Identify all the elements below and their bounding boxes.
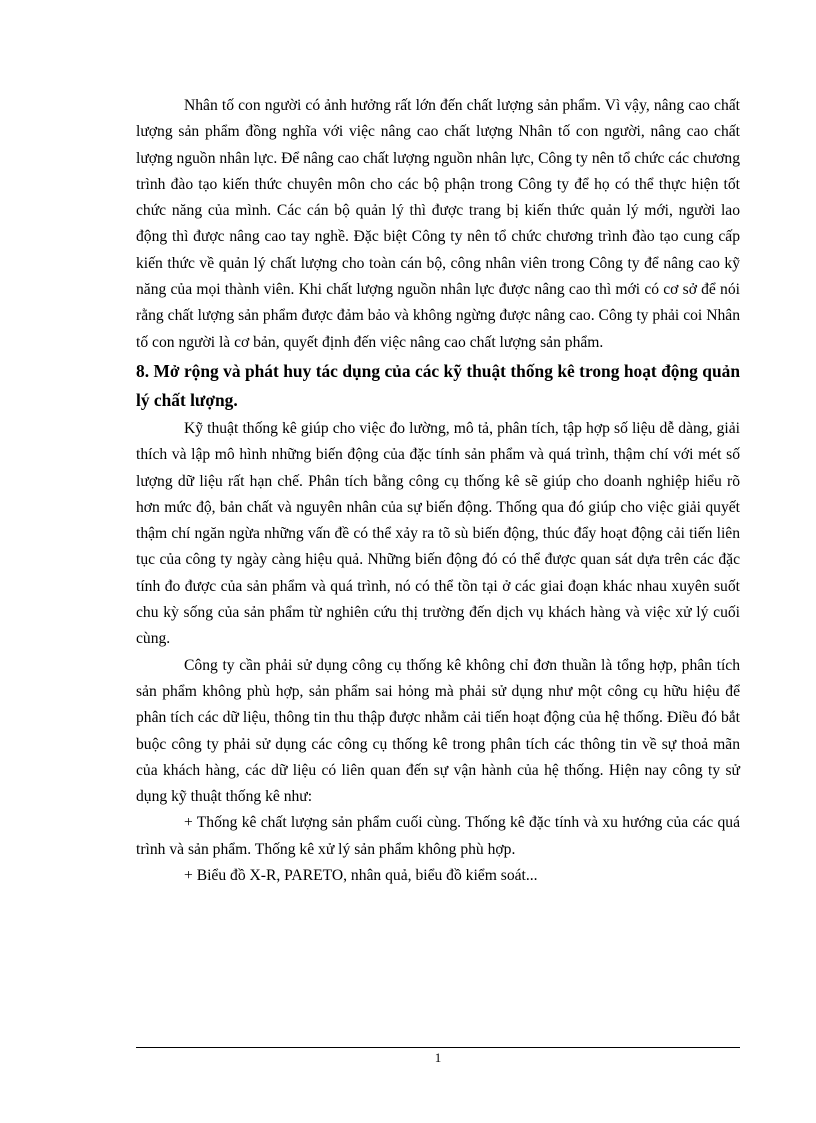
footer-divider	[136, 1047, 740, 1048]
document-body	[136, 93, 740, 889]
paragraph-bullet-charts: + Biểu đồ X-R, PARETO, nhân quả, biểu đồ kiểm soát...	[184, 867, 538, 885]
page-number: 1	[434, 1050, 442, 1065]
section-heading: 8. Mở rộng và phát huy tác dụng của các kỹ thuật thống kê trong hoạt động quản lý chất lượng.	[136, 360, 740, 410]
paragraph-statistics-intro: Kỹ thuật thống kê giúp cho việc đo lường, mô tả, phân tích, tập hợp số liệu dễ dàng, giải thích và lập mô hình những biến động của đặc tính sản phẩm và quá trình, thậm chí với mét số lượng dữ liệu rất hạn chế. Phân tích bằng công cụ thống kê sẽ giúp cho doanh nghiệp hiểu rõ hơn mức độ, bản chất và nguyên nhân của sự biến động. Thống qua đó giúp cho việc giải quyết thậm chí ngăn ngừa những vấn đề có thể xảy ra tõ sù biến động, thúc đẩy hoạt động cải tiến liên tục của công ty ngày càng hiệu quả. Những biến động đó có thể được quan sát dựa trên các đặc tính đo được của sản phẩm và quá trình, nó có thể tồn tại ở các giai đoạn khác nhau xuyên suốt chu kỳ sống của sản phẩm từ nghiên cứu thị trường đến dịch vụ khách hàng và việc xử lý cuối cùng.	[136, 419, 740, 648]
paragraph-statistics-usage: Công ty cần phải sử dụng công cụ thống kê không chỉ đơn thuần là tổng hợp, phân tích sản phẩm không phù hợp, sản phẩm sai hỏng mà phải sử dụng như một công cụ hữu hiệu để phân tích các dữ liệu, thông tin thu thập được nhằm cải tiến hoạt động của hệ thống. Điều đó bắt buộc công ty phải sử dụng các công cụ thống kê trong phân tích các thông tin về sự thoả mãn của khách hàng, các dữ liệu có liên quan đến sự vận hành của hệ thống. Hiện nay công ty sử dụng kỹ thuật thống kê như:	[136, 656, 740, 806]
paragraph-human-factor: Nhân tố con người có ảnh hưởng rất lớn đến chất lượng sản phẩm. Vì vậy, nâng cao chất lượng sản phẩm đồng nghĩa với việc nâng cao chất lượng Nhân tố con người, nâng cao chất lượng nguồn nhân lực. Để nâng cao chất lượng nguồn nhân lực, Công ty nên tổ chức các chương trình đào tạo kiến thức chuyên môn cho các bộ phận trong Công ty để họ có thể thực hiện tốt chức năng của mình. Các cán bộ quản lý thì được trang bị kiến thức quản lý mới, người lao động thì được nâng cao tay nghề. Đặc biệt Công ty nên tổ chức chương trình đào tạo cung cấp kiến thức về quản lý chất lượng cho toàn cán bộ, công nhân viên trong Công ty để nâng cao kỹ năng của mọi thành viên. Khi chất lượng nguồn nhân lực được nâng cao thì mới có cơ sở để nói rằng chất lượng sản phẩm được đảm bảo và không ngừng được nâng cao. Công ty phải coi Nhân tố con người là cơ bản, quyết định đến việc nâng cao chất lượng sản phẩm.	[136, 97, 740, 351]
paragraph-bullet-statistics: + Thống kê chất lượng sản phẩm cuối cùng. Thống kê đặc tính và xu hướng của các quá trình và sản phẩm. Thống kê xử lý sản phẩm không phù hợp.	[136, 814, 740, 858]
